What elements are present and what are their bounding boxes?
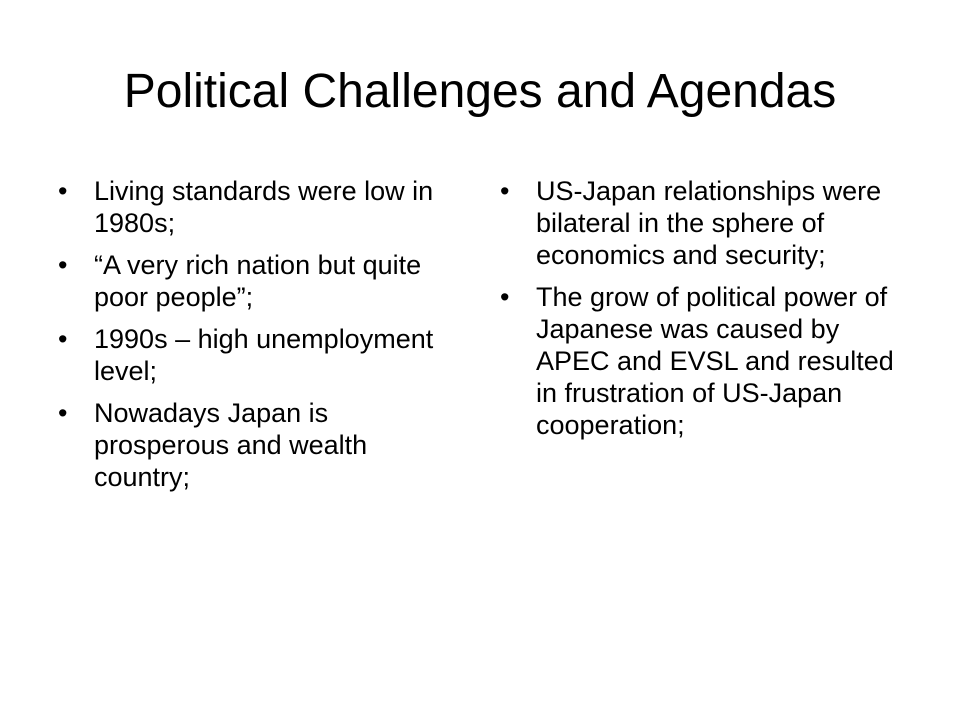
list-item-text: US-Japan relationships were bilateral in the sphere of economics and security; — [536, 176, 882, 270]
list-item — [500, 175, 900, 271]
slide-title: Political Challenges and Agendas — [123, 65, 837, 118]
list-item — [500, 281, 900, 441]
left-bullet-list — [58, 175, 458, 503]
list-item — [58, 397, 458, 493]
list-item-text: “A very rich nation but quite poor people”; — [94, 250, 422, 312]
list-item-text: 1990s – high unemployment level; — [94, 324, 434, 386]
right-bullet-list — [500, 175, 900, 451]
list-item — [58, 323, 458, 387]
list-item-text: The grow of political power of Japanese was caused by APEC and EVSL and resulted in frustration of US-Japan cooperation; — [536, 282, 894, 440]
list-item — [58, 249, 458, 313]
bullet-icon: • — [58, 176, 68, 206]
bullet-icon: • — [58, 324, 68, 354]
bullet-icon: • — [58, 250, 68, 280]
bullet-icon: • — [58, 398, 68, 428]
list-item-text: Nowadays Japan is prosperous and wealth country; — [94, 398, 368, 492]
bullet-icon: • — [500, 176, 510, 206]
list-item — [58, 175, 458, 239]
bullet-icon: • — [500, 282, 510, 312]
list-item-text: Living standards were low in 1980s; — [94, 176, 434, 238]
